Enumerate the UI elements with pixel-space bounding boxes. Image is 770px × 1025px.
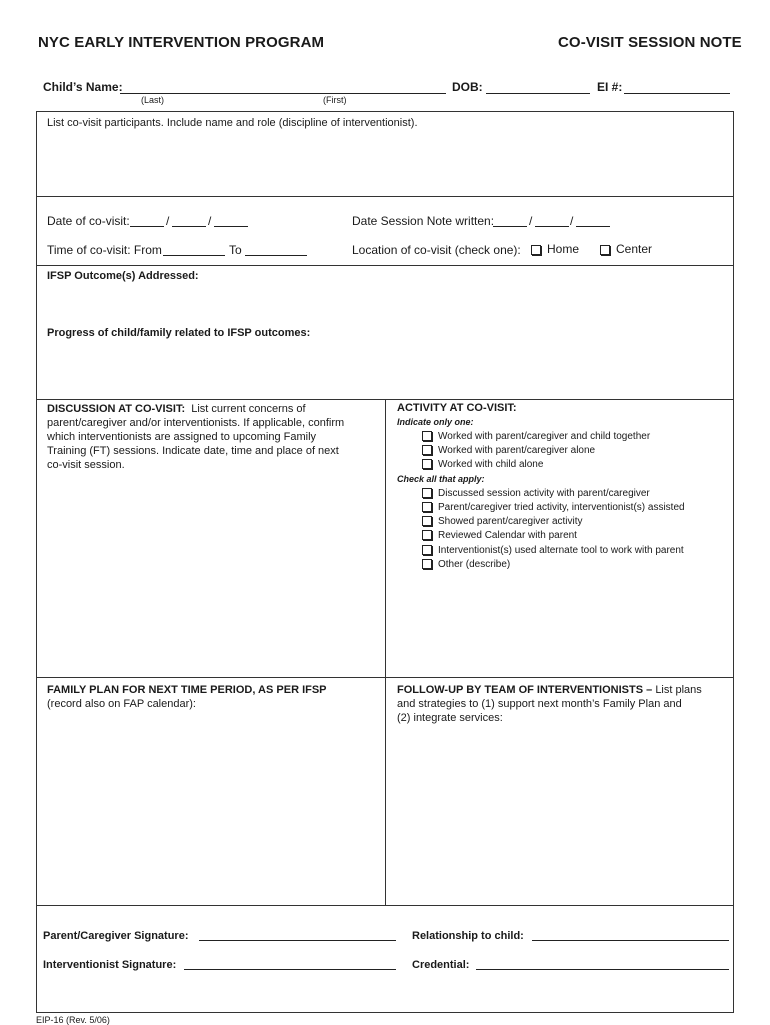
checkbox-icon[interactable] bbox=[422, 459, 432, 469]
ifsp-outcomes-field[interactable] bbox=[37, 286, 733, 322]
activity-option-label: Worked with child alone bbox=[438, 459, 544, 470]
activity-check-item[interactable] bbox=[422, 488, 650, 499]
interventionist-signature-field[interactable] bbox=[184, 969, 396, 970]
family-plan-heading: FAMILY PLAN FOR NEXT TIME PERIOD, AS PER IFSP bbox=[47, 684, 327, 696]
follow-up-section bbox=[397, 683, 727, 725]
follow-up-line: and strategies to (1) support next month’s Family Plan and bbox=[397, 698, 682, 710]
activity-option-label: Worked with parent/caregiver and child together bbox=[438, 431, 651, 442]
dob-label: DOB: bbox=[452, 80, 483, 94]
activity-option[interactable] bbox=[422, 431, 650, 442]
childs-name-field[interactable] bbox=[120, 93, 446, 94]
checkbox-icon[interactable] bbox=[422, 445, 432, 455]
activity-check-item[interactable] bbox=[422, 559, 510, 570]
parent-signature-label: Parent/Caregiver Signature: bbox=[43, 930, 189, 942]
form-code: EIP-16 (Rev. 5/06) bbox=[36, 1015, 110, 1025]
follow-up-field[interactable] bbox=[387, 728, 733, 903]
last-name-caption: (Last) bbox=[141, 95, 165, 105]
time-to-label: To bbox=[229, 243, 242, 257]
progress-label: Progress of child/family related to IFSP outcomes: bbox=[47, 327, 311, 339]
checkbox-icon[interactable] bbox=[531, 245, 541, 255]
discussion-line: parent/caregiver and/or interventionists. If applicable, confirm bbox=[47, 417, 345, 429]
date-separator: / bbox=[208, 214, 212, 228]
dob-field[interactable] bbox=[486, 93, 590, 94]
credential-label: Credential: bbox=[412, 959, 470, 971]
checkbox-icon[interactable] bbox=[422, 516, 432, 526]
date-year-field[interactable] bbox=[214, 226, 248, 227]
divider bbox=[36, 265, 734, 266]
form-title: CO-VISIT SESSION NOTE bbox=[558, 34, 742, 51]
date-of-covisit-label: Date of co-visit: bbox=[47, 214, 130, 228]
divider bbox=[36, 905, 734, 906]
ifsp-outcomes-label: IFSP Outcome(s) Addressed: bbox=[47, 270, 199, 282]
discussion-line: Training (FT) sessions. Indicate date, time and place of next bbox=[47, 445, 339, 457]
checkbox-icon[interactable] bbox=[422, 545, 432, 555]
participants-field[interactable] bbox=[37, 132, 733, 195]
date-written-label: Date Session Note written: bbox=[352, 214, 495, 228]
checkbox-icon[interactable] bbox=[422, 502, 432, 512]
divider bbox=[36, 196, 734, 197]
activity-check-label: Interventionist(s) used alternate tool to work with parent bbox=[438, 545, 684, 556]
indicate-only-one-label: Indicate only one: bbox=[397, 417, 474, 427]
checkbox-icon[interactable] bbox=[422, 559, 432, 569]
discussion-line: which interventionists are assigned to upcoming Family bbox=[47, 431, 317, 443]
date-day-field[interactable] bbox=[172, 226, 206, 227]
activity-option-label: Worked with parent/caregiver alone bbox=[438, 445, 596, 456]
interventionist-signature-label: Interventionist Signature: bbox=[43, 959, 177, 971]
discussion-line: co-visit session. bbox=[47, 459, 125, 471]
center-option-label: Center bbox=[616, 242, 653, 256]
first-name-caption: (First) bbox=[323, 95, 347, 105]
family-plan-sub: (record also on FAP calendar): bbox=[47, 698, 196, 710]
home-option-label: Home bbox=[547, 242, 580, 256]
time-to-field[interactable] bbox=[245, 255, 307, 256]
family-plan-section bbox=[47, 683, 377, 711]
activity-option[interactable] bbox=[422, 459, 543, 470]
relationship-label: Relationship to child: bbox=[412, 930, 524, 942]
childs-name-label: Child’s Name: bbox=[43, 80, 123, 94]
date-month-field[interactable] bbox=[130, 226, 164, 227]
activity-check-label: Parent/caregiver tried activity, interventionist(s) assisted bbox=[438, 502, 685, 513]
activity-check-item[interactable] bbox=[422, 502, 685, 513]
date-separator: / bbox=[529, 214, 533, 228]
activity-check-label: Reviewed Calendar with parent bbox=[438, 530, 577, 541]
follow-up-heading: FOLLOW-UP BY TEAM OF INTERVENTIONISTS – bbox=[397, 684, 653, 696]
progress-field[interactable] bbox=[37, 343, 733, 398]
activity-check-item[interactable] bbox=[422, 516, 583, 527]
activity-check-item[interactable] bbox=[422, 530, 577, 541]
checkbox-icon[interactable] bbox=[600, 245, 610, 255]
time-from-label: Time of co-visit: From bbox=[47, 243, 162, 257]
activity-other-field[interactable] bbox=[387, 576, 733, 674]
follow-up-line: (2) integrate services: bbox=[397, 712, 503, 724]
written-day-field[interactable] bbox=[535, 226, 569, 227]
program-title: NYC EARLY INTERVENTION PROGRAM bbox=[38, 34, 325, 51]
written-year-field[interactable] bbox=[576, 226, 610, 227]
activity-check-item[interactable] bbox=[422, 545, 684, 556]
date-separator: / bbox=[570, 214, 574, 228]
participants-prompt: List co-visit participants. Include name and role (discipline of interventionist). bbox=[47, 117, 418, 129]
activity-option[interactable] bbox=[422, 445, 595, 456]
time-from-field[interactable] bbox=[163, 255, 225, 256]
credential-field[interactable] bbox=[476, 969, 729, 970]
activity-check-label: Showed parent/caregiver activity bbox=[438, 516, 583, 527]
discussion-line: List current concerns of bbox=[191, 403, 306, 415]
location-label: Location of co-visit (check one): bbox=[352, 243, 521, 257]
checkbox-icon[interactable] bbox=[422, 488, 432, 498]
discussion-field[interactable] bbox=[37, 478, 383, 674]
checkbox-icon[interactable] bbox=[422, 431, 432, 441]
check-all-label: Check all that apply: bbox=[397, 474, 485, 484]
written-month-field[interactable] bbox=[493, 226, 527, 227]
center-option[interactable] bbox=[600, 242, 652, 256]
parent-signature-field[interactable] bbox=[199, 940, 396, 941]
ei-number-field[interactable] bbox=[624, 93, 730, 94]
relationship-field[interactable] bbox=[532, 940, 729, 941]
column-divider bbox=[385, 399, 386, 905]
follow-up-line: List plans bbox=[655, 684, 702, 696]
activity-check-label: Other (describe) bbox=[438, 559, 511, 570]
checkbox-icon[interactable] bbox=[422, 530, 432, 540]
ei-number-label: EI #: bbox=[597, 80, 623, 94]
discussion-heading: DISCUSSION AT CO-VISIT: bbox=[47, 403, 186, 415]
family-plan-field[interactable] bbox=[37, 715, 383, 903]
activity-check-label: Discussed session activity with parent/caregiver bbox=[438, 488, 650, 499]
date-separator: / bbox=[166, 214, 170, 228]
activity-heading: ACTIVITY AT CO-VISIT: bbox=[397, 402, 517, 414]
divider bbox=[36, 677, 734, 678]
home-option[interactable] bbox=[531, 242, 579, 256]
discussion-section bbox=[47, 402, 377, 472]
